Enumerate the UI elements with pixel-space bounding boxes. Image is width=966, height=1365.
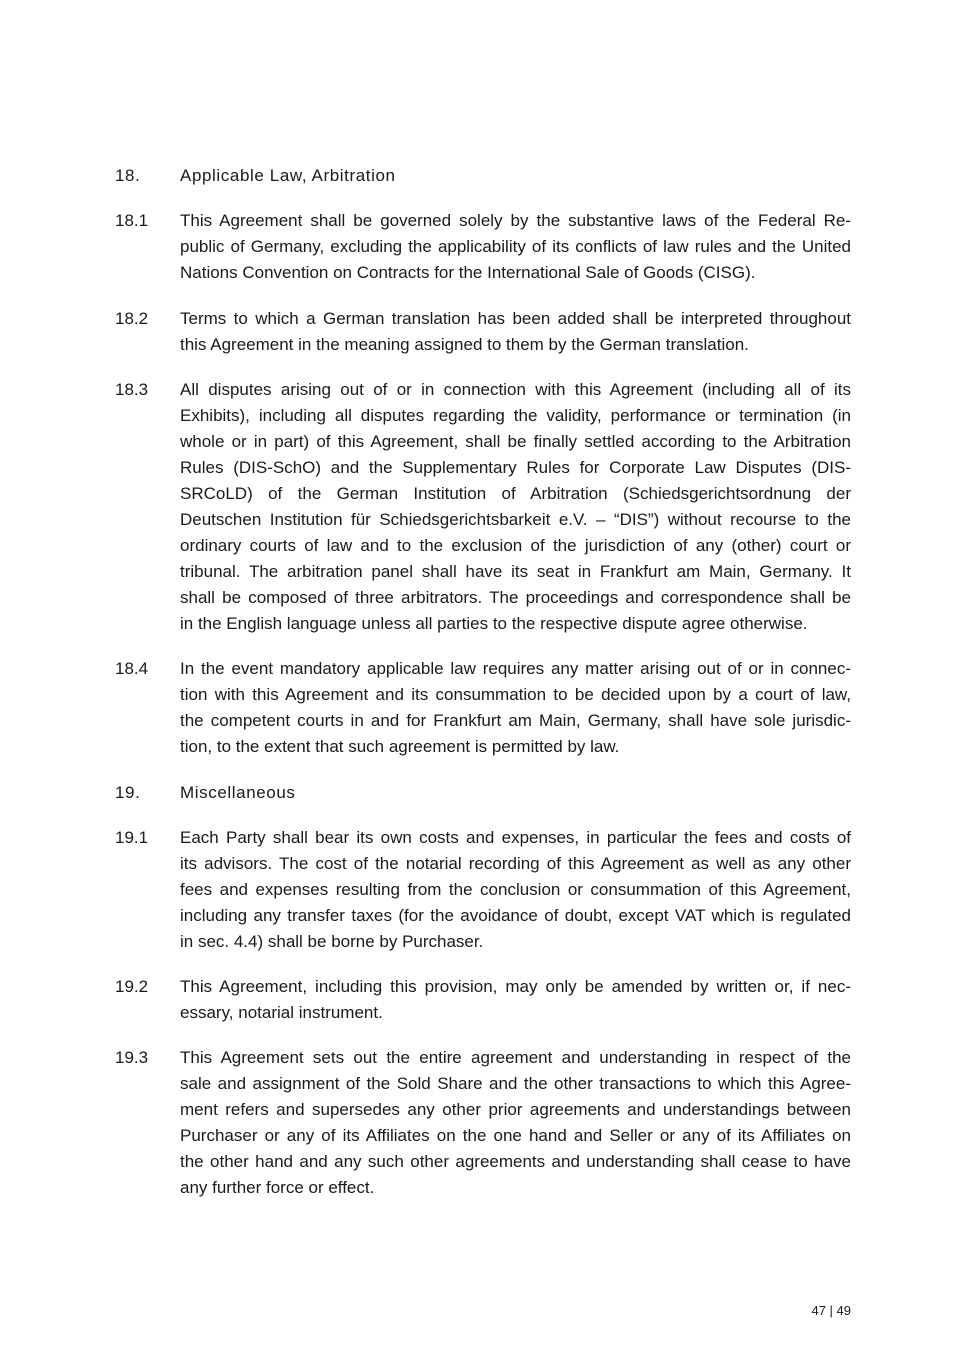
clause-text	[180, 1045, 851, 1201]
clause-19-3	[115, 1045, 851, 1201]
clause-line: shall be composed of three arbitrators. The proceedings and correspondence shall be	[180, 588, 851, 607]
clause-line: This Agreement, including this provision, may only be amended by written or, if nec-	[180, 977, 851, 996]
clause-number: 19.1	[115, 828, 149, 847]
clause-line: in the English language unless all parties to the respective dispute agree otherwise.	[180, 614, 808, 633]
clause-line: Rules (DIS-SchO) and the Supplementary Rules for Corporate Law Disputes (DIS-	[180, 458, 851, 477]
clause-line: Each Party shall bear its own costs and expenses, in particular the fees and costs of	[180, 828, 851, 847]
section-number: 19.	[115, 783, 141, 802]
clause-line: Nations Convention on Contracts for the International Sale of Goods (CISG).	[180, 263, 756, 282]
clause-line: Purchaser or any of its Affiliates on the one hand and Seller or any of its Affiliates on	[180, 1126, 851, 1145]
clause-18-1	[115, 208, 851, 286]
clause-line: in sec. 4.4) shall be borne by Purchaser.	[180, 932, 484, 951]
clause-line: tion with this Agreement and its consummation to be decided upon by a court of law,	[180, 685, 851, 704]
clause-line: sale and assignment of the Sold Share and the other transactions to which this Agree-	[180, 1074, 851, 1093]
clause-19-1	[115, 825, 851, 955]
clause-line: All disputes arising out of or in connection with this Agreement (including all of its	[180, 380, 851, 399]
section-number: 18.	[115, 166, 141, 185]
clause-text	[180, 306, 851, 358]
clause-line: In the event mandatory applicable law requires any matter arising out of or in connec-	[180, 659, 851, 678]
clause-line: SRCoLD) of the German Institution of Arbitration (Schiedsgerichtsordnung der	[180, 484, 851, 503]
clause-line: its advisors. The cost of the notarial recording of this Agreement as well as any other	[180, 854, 851, 873]
clause-number: 19.2	[115, 977, 149, 996]
clause-line: tion, to the extent that such agreement is permitted by law.	[180, 737, 620, 756]
clause-line: the other hand and any such other agreements and understanding shall cease to have	[180, 1152, 851, 1171]
clause-number: 18.1	[115, 211, 149, 230]
clause-text	[180, 377, 851, 637]
clause-text	[180, 656, 851, 760]
clause-line: essary, notarial instrument.	[180, 1003, 383, 1022]
clause-number: 19.3	[115, 1048, 149, 1067]
clause-line: Deutschen Institution für Schiedsgerichtsbarkeit e.V. – “DIS”) without recourse to the	[180, 510, 851, 529]
clause-line: Terms to which a German translation has been added shall be interpreted throughout	[180, 309, 851, 328]
page-number: 47 | 49	[811, 1303, 851, 1318]
clause-text	[180, 974, 851, 1026]
clause-line: fees and expenses resulting from the conclusion or consummation of this Agreement,	[180, 880, 851, 899]
clause-18-3	[115, 377, 851, 637]
clause-line: public of Germany, excluding the applicability of its conflicts of law rules and the United	[180, 237, 851, 256]
section-title: Miscellaneous	[180, 783, 296, 802]
clause-18-4	[115, 656, 851, 760]
clause-line: the competent courts in and for Frankfurt am Main, Germany, shall have sole jurisdic-	[180, 711, 851, 730]
clause-text	[180, 208, 851, 286]
clause-line: This Agreement sets out the entire agreement and understanding in respect of the	[180, 1048, 851, 1067]
clause-line: including any transfer taxes (for the avoidance of doubt, except VAT which is regulated	[180, 906, 851, 925]
clause-line: ordinary courts of law and to the exclusion of the jurisdiction of any (other) court or	[180, 536, 851, 555]
clause-number: 18.4	[115, 659, 149, 678]
clause-number: 18.2	[115, 309, 149, 328]
clause-line: Exhibits), including all disputes regarding the validity, performance or termination (in	[180, 406, 851, 425]
clause-line: this Agreement in the meaning assigned to them by the German translation.	[180, 335, 749, 354]
clause-line: whole or in part) of this Agreement, shall be finally settled according to the Arbitration	[180, 432, 851, 451]
clause-text	[180, 825, 851, 955]
clause-line: tribunal. The arbitration panel shall have its seat in Frankfurt am Main, Germany. It	[180, 562, 851, 581]
clause-18-2	[115, 306, 851, 358]
clause-number: 18.3	[115, 380, 149, 399]
clause-line: This Agreement shall be governed solely by the substantive laws of the Federal Re-	[180, 211, 851, 230]
clause-19-2	[115, 974, 851, 1026]
clause-line: ment refers and supersedes any other prior agreements and understandings between	[180, 1100, 851, 1119]
section-title: Applicable Law, Arbitration	[180, 166, 396, 185]
clause-line: any further force or effect.	[180, 1178, 375, 1197]
